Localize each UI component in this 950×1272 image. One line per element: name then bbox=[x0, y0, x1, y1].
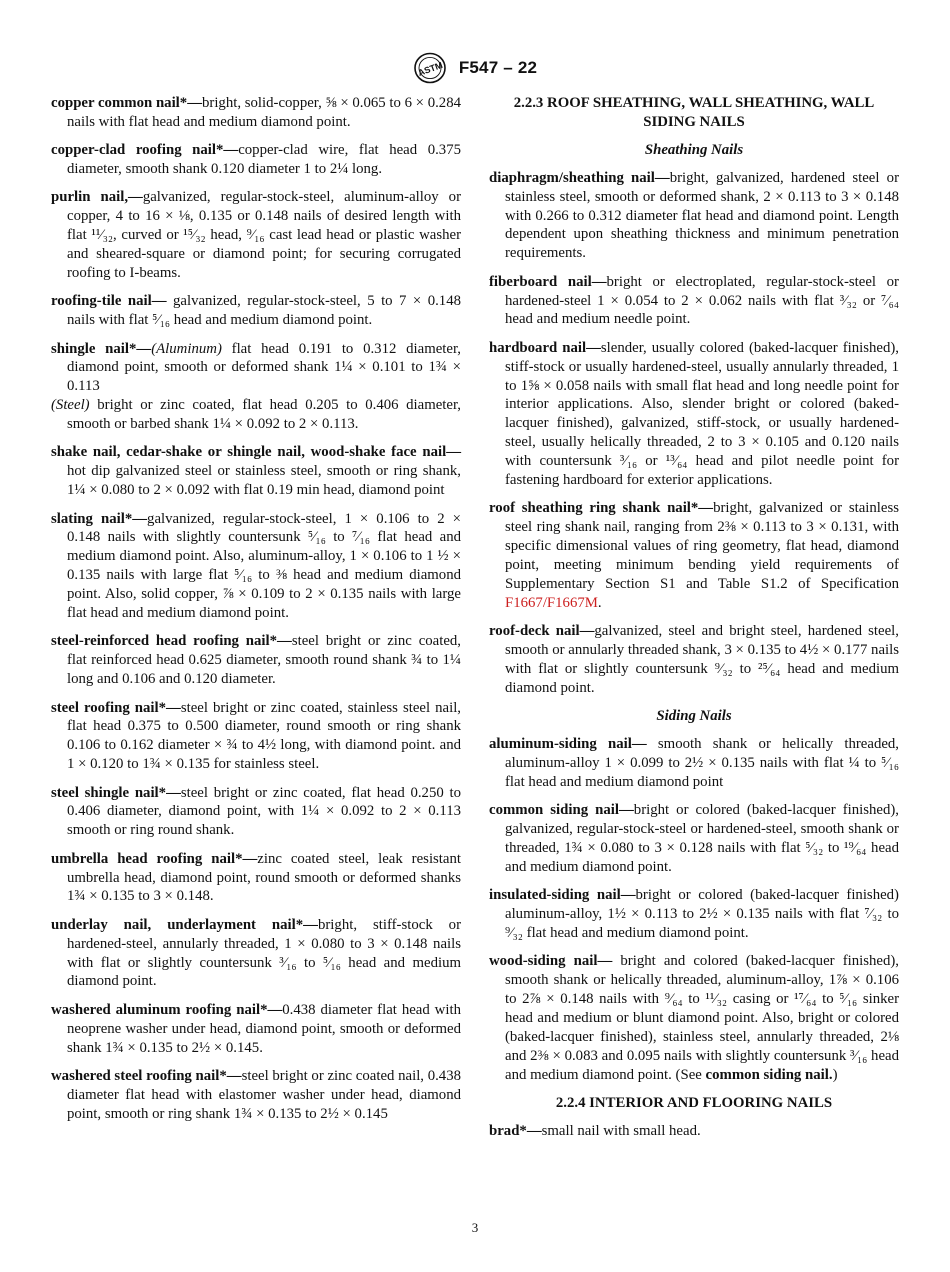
definition-text: galvanized, steel and bright steel, hardened steel, smooth or annularly threaded shank, 3 × 0.135 to 4½ × 0.177 nails with flat or slightly countersunk ⁹⁄₃₂ to ²⁵⁄₆₄ head and medium diamond point. bbox=[505, 623, 899, 696]
definition-term: wood-siding nail— bbox=[489, 953, 613, 970]
logo-lettering: ASTM bbox=[416, 59, 444, 78]
material-qualifier: (Steel) bbox=[51, 397, 90, 414]
definition-entry bbox=[51, 510, 461, 623]
definition-text: bright or colored (baked-lacquer finished), galvanized, regular-stock-steel or hardened-steel, smooth shank or threaded, 1¾ × 0.080 to 3 × 0.128 nails with flat ⁵⁄₃₂ to ¹⁹⁄₆₄ head and medium diamond point. bbox=[505, 802, 899, 875]
definition-entry bbox=[489, 622, 899, 698]
definition-text: bright and colored (baked-lacquer finished), smooth shank or helically threaded, aluminum-alloy, 1⅞ × 0.106 to 2⅞ × 0.148 nails with ⁹⁄₆₄ to ¹¹⁄₃₂ casing or ¹⁷⁄₆₄ to ⁵⁄₁₆ sinker head and medium or blunt diamond point. Also, bright or colored (baked-lacquer finished), stainless steel, annularly threaded, 2⅛ and 2⅜ × 0.083 and 0.095 nails with slightly countersunk ³⁄₁₆ head and medium diamond point. (See bbox=[505, 953, 899, 1083]
astm-logo bbox=[413, 52, 447, 84]
page-header bbox=[0, 52, 950, 86]
definition-entry bbox=[489, 273, 899, 330]
definition-term: roof sheathing ring shank nail*— bbox=[489, 500, 714, 517]
section-heading-2-2-4: 2.2.4 INTERIOR AND FLOORING NAILS bbox=[555, 1095, 833, 1112]
definition-text: bright or zinc coated, flat head 0.205 to 0.406 diameter, smooth or barbed shank 1¼ × 0.092 to 2 × 0.113. bbox=[67, 397, 461, 433]
definition-entry bbox=[51, 94, 461, 132]
definition-entry bbox=[489, 735, 899, 792]
subsection-heading-siding: Siding Nails bbox=[656, 708, 732, 725]
definition-text: smooth shank or helically threaded, aluminum-alloy 1 × 0.099 to 2½ × 0.135 nails with flat ¼ to ⁵⁄₁₆ flat head and medium diamond point bbox=[505, 736, 900, 790]
definition-term: steel roofing nail*— bbox=[51, 699, 181, 716]
right-column bbox=[489, 94, 899, 1150]
definition-term: umbrella head roofing nail*— bbox=[51, 850, 258, 867]
definition-text: hot dip galvanized steel or stainless steel, smooth or ring shank, 1¼ × 0.080 to 2 × 0.092 with flat 0.19 min head, diamond point bbox=[67, 463, 461, 499]
definition-term: steel shingle nail*— bbox=[51, 784, 181, 801]
definition-entry bbox=[51, 443, 461, 500]
definition-term: underlay nail, underlayment nail*— bbox=[51, 916, 318, 933]
material-qualifier: (Aluminum) bbox=[151, 340, 222, 357]
definition-entry bbox=[489, 952, 899, 1084]
definition-term: common siding nail— bbox=[489, 802, 634, 819]
definition-text: 0.438 diameter flat head with neoprene washer under head, diamond point, smooth or deformed shank 1¾ × 0.135 to 2½ × 0.145. bbox=[67, 1001, 461, 1056]
definition-term: insulated-siding nail— bbox=[489, 887, 636, 904]
definition-term: shake nail, cedar-shake or shingle nail, wood-shake face nail— bbox=[51, 444, 461, 461]
definition-text: copper-clad wire, flat head 0.375 diameter, smooth shank 0.120 diameter 1 to 2¼ long. bbox=[67, 142, 462, 178]
definition-text: small nail with small head. bbox=[541, 1123, 701, 1140]
definition-term: copper-clad roofing nail*— bbox=[51, 142, 239, 159]
definition-entry bbox=[51, 141, 461, 179]
definition-term: shingle nail*— bbox=[51, 340, 152, 357]
specification-link[interactable]: F1667/F1667M bbox=[505, 594, 598, 611]
definition-text: bright, stiff-stock or hardened-steel, annularly threaded, 1 × 0.080 to 3 × 0.148 nails with flat or slightly countersunk ³⁄₁₆ to ⁵⁄₁₆ head and medium diamond point. bbox=[67, 916, 461, 990]
definition-term: washered steel roofing nail*— bbox=[51, 1067, 242, 1084]
left-column bbox=[51, 94, 461, 1133]
definition-entry bbox=[51, 784, 461, 841]
definition-text: flat head 0.191 to 0.312 diameter, diamond point, smooth or deformed shank 1¼ × 0.101 to 1¾ × 0.113 bbox=[67, 340, 461, 395]
definition-term: washered aluminum roofing nail*— bbox=[51, 1001, 283, 1018]
definition-text: zinc coated steel, leak resistant umbrella head, diamond point, round smooth or deformed shanks 1¾ × 0.135 to 3 × 0.148. bbox=[67, 850, 461, 905]
definition-term: aluminum-siding nail— bbox=[489, 736, 647, 753]
definition-term: diaphragm/sheathing nail— bbox=[489, 169, 670, 186]
definition-term: purlin nail,— bbox=[51, 189, 143, 206]
definition-text: steel bright or zinc coated, flat reinforced head 0.625 diameter, smooth round shank ¾ to 1¼ long and 0.106 and 0.120 diameter. bbox=[67, 633, 462, 688]
definition-text-end: . bbox=[597, 594, 602, 611]
subsection-heading-sheathing: Sheathing Nails bbox=[644, 141, 744, 158]
definition-text: slender, usually colored (baked-lacquer finished), stiff-stock or usually hardened-steel, usually annularly threaded, 1 to 1⅝ × 0.058 nails with small flat head and long needle point for interior applications. Also, slender bright or colored (baked-lacquer finished), galvanized, stiff-stock, or usually hardened-steel, usually helically threaded, 2 to 3 × 0.105 and 0.120 nails with countersunk ³⁄₁₆ or ¹³⁄₆₄ head and pilot needle point for fastening hardboard for exterior applications. bbox=[505, 339, 899, 489]
standard-designation: F547 – 22 bbox=[458, 58, 538, 77]
cross-reference: common siding nail. bbox=[705, 1066, 833, 1083]
definition-text-end: ) bbox=[832, 1066, 838, 1083]
section-heading-2-2-3: 2.2.3 ROOF SHEATHING, WALL SHEATHING, WALL SIDING NAILS bbox=[513, 95, 875, 130]
definition-entry bbox=[489, 339, 899, 490]
definition-entry bbox=[51, 1001, 461, 1058]
definition-term: steel-reinforced head roofing nail*— bbox=[51, 633, 292, 650]
definition-text: steel bright or zinc coated, stainless steel nail, flat head 0.375 to 0.500 diameter, round smooth or ring shank 0.106 to 0.162 diameter × ¾ to 4½ long, with diamond point. and 1 × 0.120 to 1¾ × 0.135 for stainless steel. bbox=[67, 699, 462, 773]
page-number: 3 bbox=[471, 1220, 479, 1235]
definition-text: bright, galvanized, hardened steel or stainless steel, smooth or deformed shank, 2 × 0.113 to 3 × 0.148 with 0.266 to 0.312 diameter flat head and diamond point. Length dependent upon sheathing thickness and minimum penetration requirements. bbox=[505, 169, 899, 262]
definition-text: galvanized, regular-stock-steel, 5 to 7 × 0.148 nails with flat ⁵⁄₁₆ head and medium diamond point. bbox=[67, 293, 461, 329]
definition-term: roof-deck nail— bbox=[489, 623, 595, 640]
definition-term: brad*— bbox=[489, 1123, 542, 1140]
definition-term: fiberboard nail— bbox=[489, 273, 607, 290]
definition-term: hardboard nail— bbox=[489, 339, 601, 356]
definition-entry bbox=[51, 1067, 461, 1124]
definition-entry bbox=[489, 886, 899, 943]
definition-entry bbox=[51, 850, 461, 907]
definition-entry bbox=[489, 801, 899, 877]
definition-text: bright or colored (baked-lacquer finished) aluminum-alloy, 1½ × 0.113 to 2½ × 0.135 nails with flat ⁷⁄₃₂ to ⁹⁄₃₂ flat head and medium diamond point. bbox=[505, 887, 899, 942]
definition-entry bbox=[51, 699, 461, 775]
definition-text: bright or electroplated, regular-stock-steel or hardened-steel 1 × 0.054 to 2 × 0.062 nails with flat ³⁄₃₂ or ⁷⁄₆₄ head and medium needle point. bbox=[505, 273, 899, 328]
definition-text: bright, galvanized or stainless steel ring shank nail, ranging from 2⅜ × 0.113 to 3 × 0.131, with specific dimensional values of ring geometry, flat head, diamond point, meeting minimum bending yield requirements of Supplementary Section S1 and Table S1.2 of Specification bbox=[505, 500, 899, 593]
definition-entry bbox=[51, 916, 461, 992]
definition-entry bbox=[489, 1122, 899, 1141]
definition-text: bright, solid-copper, ⅝ × 0.065 to 6 × 0.284 nails with flat head and medium diamond point. bbox=[67, 95, 462, 130]
definition-term: copper common nail*— bbox=[51, 95, 202, 111]
definition-entry bbox=[51, 340, 461, 435]
definition-entry bbox=[489, 169, 899, 264]
definition-entry bbox=[51, 632, 461, 689]
definition-text: galvanized, regular-stock-steel, 1 × 0.106 to 2 × 0.148 nails with slightly countersunk ⁵⁄₁₆ to ⁷⁄₁₆ flat head and medium diamond point. Also, aluminum-alloy, 1 × 0.106 to 1 ½ × 0.135 nails with large flat ⁵⁄₁₆ to ⅜ head and medium diamond point. Also, solid copper, ⅞ × 0.109 to 2 × 0.135 nails with large flat head and medium diamond point. bbox=[67, 510, 461, 622]
definition-entry bbox=[51, 188, 461, 283]
definition-term: roofing-tile nail— bbox=[51, 293, 167, 310]
continuation-line bbox=[51, 396, 461, 434]
definition-text: steel bright or zinc coated nail, 0.438 diameter flat head with elastomer washer under head, diamond point, smooth or ring shank 1¾ × 0.135 to 2½ × 0.145 bbox=[67, 1067, 461, 1122]
definition-entry bbox=[51, 292, 461, 330]
definition-text: galvanized, regular-stock-steel, aluminum-alloy or copper, 4 to 16 × ⅛, 0.135 or 0.148 nails of desired length with flat ¹¹⁄₃₂, curved or ¹⁵⁄₃₂ head, ⁹⁄₁₆ cast lead head or plastic washer and sheared-square or diamond point; for securing corrugated roofing to I-beams. bbox=[67, 189, 462, 282]
definition-term: slating nail*— bbox=[51, 510, 148, 527]
definition-entry bbox=[489, 499, 899, 612]
definition-text: steel bright or zinc coated, flat head 0.250 to 0.406 diameter, diamond point, with 1¼ × 0.092 to 2 × 0.113 smooth or ring round shank. bbox=[67, 784, 461, 839]
